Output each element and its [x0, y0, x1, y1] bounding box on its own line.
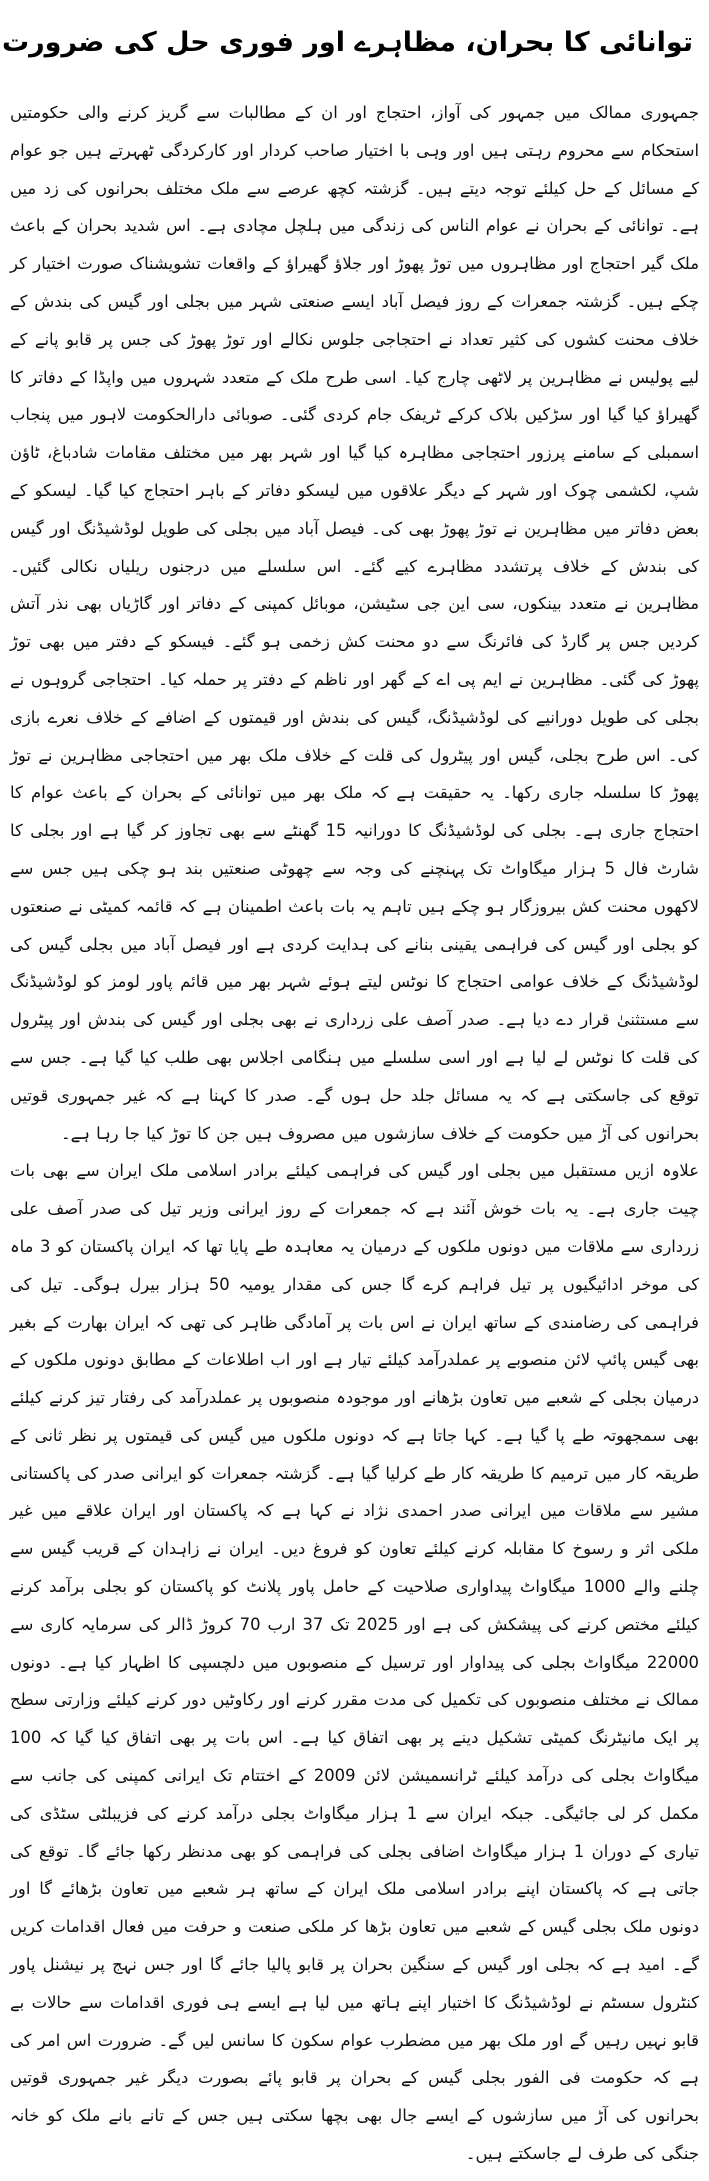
article-paragraph-2: علاوہ ازیں مستقبل میں بجلی اور گیس کی فراہمی کیلئے برادر اسلامی ملک ایران سے بھی بات چیت جاری ہے۔ یہ بات خوش آئند ہے کہ جمعرات کے روز ایرانی وزیر تیل کی صدر آصف علی زرداری سے ملاقات میں دونوں ملکوں کے درمیان یہ معاہدہ طے پایا تھا کہ ایران پاکستان کو 3 ماہ کی موخر ادائیگیوں پر تیل فراہم کرے گا جس کی مقدار یومیہ 50 ہزار بیرل ہوگی۔ تیل کی فراہمی کی رضامندی کے ساتھ ایران نے اس بات پر آمادگی ظاہر کی تھی کہ ایران بھارت کے بغیر بھی گیس پائپ لائن منصوبے پر عملدرآمد کیلئے تیار ہے اور اب اطلاعات کے مطابق دونوں ملکوں کے درمیان بجلی کے شعبے میں تعاون بڑھانے اور موجودہ منصوبوں پر عملدرآمد کی رفتار تیز کرنے کیلئے بھی سمجھوتہ طے پا گیا ہے۔ کہا جاتا ہے کہ دونوں ملکوں میں گیس کی قیمتوں پر نظر ثانی کے طریقہ کار میں ترمیم کا طریقہ کار طے کرلیا گیا ہے۔ گزشتہ جمعرات کو ایرانی صدر کی پاکستانی مشیر سے ملاقات میں ایرانی صدر احمدی نژاد نے کہا ہے کہ پاکستان اور ایران علاقے میں غیر ملکی اثر و رسوخ کا مقابلہ کرنے کیلئے تعاون کو فروغ دیں۔ ایران نے زاہدان کے قریب گیس سے چلنے والے 1000 میگاواٹ پیداواری صلاحیت کے حامل پاور پلانٹ کو پاکستان کو بجلی برآمد کرنے کیلئے مختص کرنے کی پیشکش کی ہے اور 2025 تک 37 ارب 70 کروڑ ڈالر کی سرمایہ کاری سے 22000 میگاواٹ بجلی کی پیداوار اور ترسیل کے منصوبوں میں دلچسپی کا اظہار کیا ہے۔ دونوں ممالک نے مختلف منصوبوں کی تکمیل کی مدت مقرر کرنے اور رکاوٹیں دور کرنے کیلئے وزارتی سطح پر ایک مانیٹرنگ کمیٹی تشکیل دینے پر بھی اتفاق کیا ہے۔ اس بات پر بھی اتفاق کیا گیا کہ 100 میگاواٹ بجلی کی درآمد کیلئے ٹرانسمیشن لائن 2009 کے اختتام تک ایرانی کمپنی کی جانب سے مکمل کر لی جائیگی۔ جبکہ ایران سے 1 ہزار میگاواٹ بجلی درآمد کرنے کی فزیبلٹی سٹڈی کی تیاری کے دوران 1 ہزار میگاواٹ اضافی بجلی کی فراہمی کو بھی مدنظر رکھا جائے گا۔ توقع کی جاتی ہے کہ پاکستان اپنے برادر اسلامی ملک ایران کے ساتھ ہر شعبے میں تعاون بڑھائے گا اور دونوں ملک بجلی گیس کے شعبے میں تعاون بڑھا کر ملکی صنعت و حرفت میں فعال اقدامات کریں گے۔ امید ہے کہ بجلی اور گیس کے سنگین بحران پر قابو پالیا جائے گا اور جس نہج پر نیشنل پاور کنٹرول سسٹم نے لوڈشیڈنگ کا اختیار اپنے ہاتھ میں لیا ہے ایسے ہی فوری اقدامات سے حالات بے قابو نہیں رہیں گے اور ملک بھر میں مضطرب عوام سکون کا سانس لیں گے۔ ضرورت اس امر کی ہے کہ حکومت فی الفور بجلی گیس کے بحران پر قابو پائے بصورت دیگر غیر جمہوری قوتیں بحرانوں کی آڑ میں سازشوں کے ایسے جال بھی بچھا سکتی ہیں جس کے تانے بانے ملک کو خانہ جنگی کی طرف لے جاسکتے ہیں۔	[10, 1161, 700, 2164]
article-paragraph-1: جمہوری ممالک میں جمہور کی آواز، احتجاج اور ان کے مطالبات سے گریز کرنے والی حکومتیں استحکام سے محروم رہتی ہیں اور وہی با اختیار صاحب کردار اور کارکردگی ٹھہرتے ہیں جو عوام کے مسائل کے حل کیلئے توجہ دیتے ہیں۔ گزشتہ کچھ عرصے سے ملک مختلف بحرانوں کی زد میں ہے۔ توانائی کے بحران نے عوام الناس کی زندگی میں ہلچل مچادی ہے۔ اس شدید بحران کے باعث ملک گیر احتجاج اور مظاہروں میں توڑ پھوڑ اور جلاؤ گھیراؤ کے واقعات تشویشناک صورت اختیار کر چکے ہیں۔ گزشتہ جمعرات کے روز فیصل آباد ایسے صنعتی شہر میں بجلی اور گیس کی بندش کے خلاف محنت کشوں کی کثیر تعداد نے احتجاجی جلوس نکالے اور توڑ پھوڑ کی جس پر قابو پانے کے لیے پولیس نے مظاہرین پر لاٹھی چارج کیا۔ اسی طرح ملک کے متعدد شہروں میں واپڈا کے دفاتر کا گھیراؤ کیا گیا اور سڑکیں بلاک کرکے ٹریفک جام کردی گئی۔ صوبائی دارالحکومت لاہور میں پنجاب اسمبلی کے سامنے پرزور احتجاجی مظاہرہ کیا گیا اور شہر بھر میں مختلف مقامات شادباغ، ٹاؤن شپ، لکشمی چوک اور شہر کے دیگر علاقوں میں لیسکو دفاتر کے باہر احتجاج کیا گیا۔ لیسکو کے بعض دفاتر میں مظاہرین نے توڑ پھوڑ بھی کی۔ فیصل آباد میں بجلی کی طویل لوڈشیڈنگ اور گیس کی بندش کے خلاف پرتشدد مظاہرے کیے گئے۔ اس سلسلے میں درجنوں ریلیاں نکالی گئیں۔ مظاہرین نے متعدد بینکوں، سی این جی سٹیشن، موبائل کمپنی کے دفاتر اور گاڑیاں بھی نذر آتش کردیں جس پر گارڈ کی فائرنگ سے دو محنت کش زخمی ہو گئے۔ فیسکو کے دفتر میں بھی توڑ پھوڑ کی گئی۔ مظاہرین نے ایم پی اے کے گھر اور ناظم کے دفتر پر حملہ کیا۔ احتجاجی گروہوں نے بجلی کی طویل دورانیے کی لوڈشیڈنگ، گیس کی بندش اور قیمتوں کے اضافے کے خلاف نعرے بازی کی۔ اس طرح بجلی، گیس اور پیٹرول کی قلت کے خلاف ملک بھر میں احتجاجی مظاہرین نے توڑ پھوڑ کا سلسلہ جاری رکھا۔ یہ حقیقت ہے کہ ملک بھر میں توانائی کے بحران کے باعث عوام کا احتجاج جاری ہے۔ بجلی کی لوڈشیڈنگ کا دورانیہ 15 گھنٹے سے بھی تجاوز کر گیا ہے اور بجلی کا شارٹ فال 5 ہزار میگاواٹ تک پہنچنے کی وجہ سے چھوٹی صنعتیں بند ہو چکی ہیں جس سے لاکھوں محنت کش بیروزگار ہو چکے ہیں تاہم یہ بات باعث اطمینان ہے کہ قائمہ کمیٹی نے صنعتوں کو بجلی اور گیس کی فراہمی یقینی بنانے کی ہدایت کردی ہے اور فیصل آباد میں بجلی گیس کی لوڈشیڈنگ کے خلاف عوامی احتجاج کا نوٹس لیتے ہوئے شہر بھر میں قائم پاور لومز کو لوڈشیڈنگ سے مستثنیٰ قرار دے دیا ہے۔ صدر آصف علی زرداری نے بھی بجلی اور گیس کی بندش اور پیٹرول کی قلت کا نوٹس لے لیا ہے اور اسی سلسلے میں ہنگامی اجلاس بھی طلب کیا گیا ہے۔ جس سے توقع کی جاسکتی ہے کہ یہ مسائل جلد حل ہوں گے۔ صدر کا کہنا ہے کہ غیر جمہوری قوتیں بحرانوں کی آڑ میں حکومت کے خلاف سازشوں میں مصروف ہیں جن کا توڑ کیا جا رہا ہے۔	[10, 103, 700, 1143]
article-headline: توانائی کا بحران، مظاہرے اور فوری حل کی ضرورت	[1, 27, 693, 58]
article-body	[10, 94, 699, 2173]
